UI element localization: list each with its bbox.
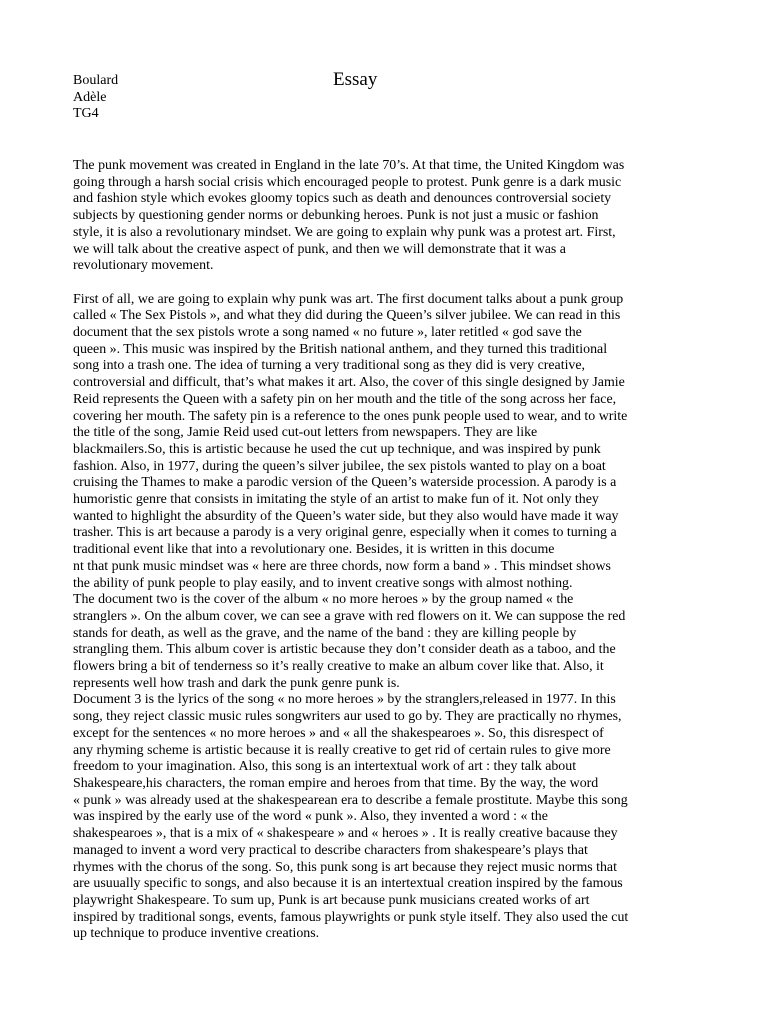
author-last-name: Boulard	[73, 73, 119, 88]
text-line: any rhyming scheme is artistic because it is really creative to get rid of certain rules to give more	[73, 742, 611, 758]
essay-paragraph	[73, 292, 695, 593]
text-line: strangling them. This album cover is artistic because they don’t consider death as a taboo, and the	[73, 642, 616, 658]
author-first-name: Adèle	[73, 89, 107, 105]
text-line: Reid represents the Queen with a safety pin on her mouth and the title of the song across her face,	[73, 391, 617, 407]
text-line: revolutionary movement.	[73, 258, 214, 274]
text-line: trasher. This is art because a parody is a very original genre, especially when it comes to turning a	[73, 525, 617, 541]
page-title: Essay	[333, 69, 378, 90]
essay-paragraph	[73, 158, 695, 275]
text-line: Shakespeare,his characters, the roman empire and heroes from that time. By the way, the word	[73, 776, 599, 791]
text-line: song into a trash one. The idea of turning a very traditional song as they did is very creative,	[73, 358, 586, 374]
text-line: fashion. Also, in 1977, during the queen’s silver jubilee, the sex pistols wanted to play on a boat	[73, 458, 606, 474]
text-line: queen ». This music was inspired by the British national anthem, and they turned this traditional	[73, 341, 608, 357]
text-line: freedom to your imagination. Also, this song is an intertextual work of art : they talk about	[73, 759, 577, 775]
author-block	[73, 73, 118, 123]
text-line: the title of the song, Jamie Reid used cut-out letters from newspapers. They are like	[73, 425, 538, 441]
text-line: blackmailers.So, this is artistic because he used the cut up technique, and was inspired by punk	[73, 441, 601, 457]
text-line: shakespearoes », that is a mix of « shakespeare » and « heroes » . It is really creative bacause they	[73, 826, 618, 842]
text-line: the ability of punk people to play easily, and to invent creative songs with almost nothing.	[73, 575, 573, 591]
text-line: traditional event like that into a revolutionary one. Besides, it is written in this docume	[73, 542, 555, 558]
text-line: cruising the Thames to make a parodic version of the Queen’s waterside procession. A parody is a	[73, 475, 617, 491]
text-line: stands for death, as well as the grave, and the name of the band : they are killing people by	[73, 625, 577, 641]
text-line: The punk movement was created in England in the late 70’s. At that time, the United Kingdom was	[73, 158, 625, 173]
text-line: covering her mouth. The safety pin is a reference to the ones punk people used to wear, and to write	[73, 408, 628, 424]
text-line: controversial and difficult, that’s what makes it art. Also, the cover of this single designed by Jamie	[73, 375, 625, 391]
text-line: humoristic genre that consists in imitating the style of an artist to make fun of it. Not only they	[73, 492, 599, 508]
text-line: are usuually specific to songs, and also because it is an intertextual creation inspired by the famous	[73, 876, 623, 892]
essay-body	[73, 158, 695, 943]
text-line: managed to invent a word very practical to describe characters from shakespeare’s plays that	[73, 842, 588, 858]
text-line: document that the sex pistols wrote a song named « no future », later retitled « god save the	[73, 325, 582, 341]
text-line: and fashion style which evokes gloomy topics such as death and denounces controversial society	[73, 191, 612, 207]
text-line: rhymes with the chorus of the song. So, this punk song is art because they reject music norms that	[73, 859, 617, 875]
text-line: Document 3 is the lyrics of the song « no more heroes » by the stranglers,released in 1977. In this	[73, 692, 616, 708]
text-line: we will talk about the creative aspect of punk, and then we will demonstrate that it was a	[73, 241, 566, 257]
text-line: First of all, we are going to explain why punk was art. The first document talks about a punk group	[73, 291, 624, 307]
text-line: style, it is also a revolutionary mindset. We are going to explain why punk was a protest art. First,	[73, 224, 616, 240]
text-line: called « The Sex Pistols », and what they did during the Queen’s silver jubilee. We can read in this	[73, 308, 621, 324]
text-line: was inspired by the early use of the word « punk ». Also, they invented a word : « the	[73, 809, 548, 825]
text-line: except for the sentences « no more heroes » and « all the shakespearoes ». So, this disrespect of	[73, 725, 604, 741]
class-label: TG4	[73, 106, 99, 121]
text-line: represents well how trash and dark the punk genre punk is.	[73, 675, 400, 691]
essay-paragraph	[73, 692, 695, 943]
text-line: stranglers ». On the album cover, we can see a grave with red flowers on it. We can suppose the red	[73, 608, 626, 624]
text-line: inspired by traditional songs, events, famous playwrights or punk style itself. They also used the cut	[73, 909, 629, 925]
text-line: nt that punk music mindset was « here are three chords, now form a band » . This mindset shows	[73, 558, 611, 574]
text-line: flowers bring a bit of tenderness so it’s really creative to make an album cover like that. Also, it	[73, 659, 604, 675]
text-line: The document two is the cover of the album « no more heroes » by the group named « the	[73, 592, 574, 608]
text-line: up technique to produce inventive creations.	[73, 926, 320, 942]
text-line: « punk » was already used at the shakespearean era to describe a female prostitute. Maybe this song	[73, 792, 628, 808]
text-line: song, they reject classic music rules songwriters aur used to go by. They are practically no rhymes,	[73, 709, 622, 725]
text-line: playwright Shakespeare. To sum up, Punk is art because punk musicians created works of art	[73, 892, 590, 908]
text-line: going through a harsh social crisis which encouraged people to protest. Punk genre is a dark music	[73, 174, 622, 190]
text-line: subjects by questioning gender norms or debunking heroes. Punk is not just a music or fashion	[73, 208, 599, 224]
text-line: wanted to highlight the absurdity of the Queen’s water side, but they also would have made it way	[73, 508, 619, 524]
essay-paragraph	[73, 592, 695, 692]
